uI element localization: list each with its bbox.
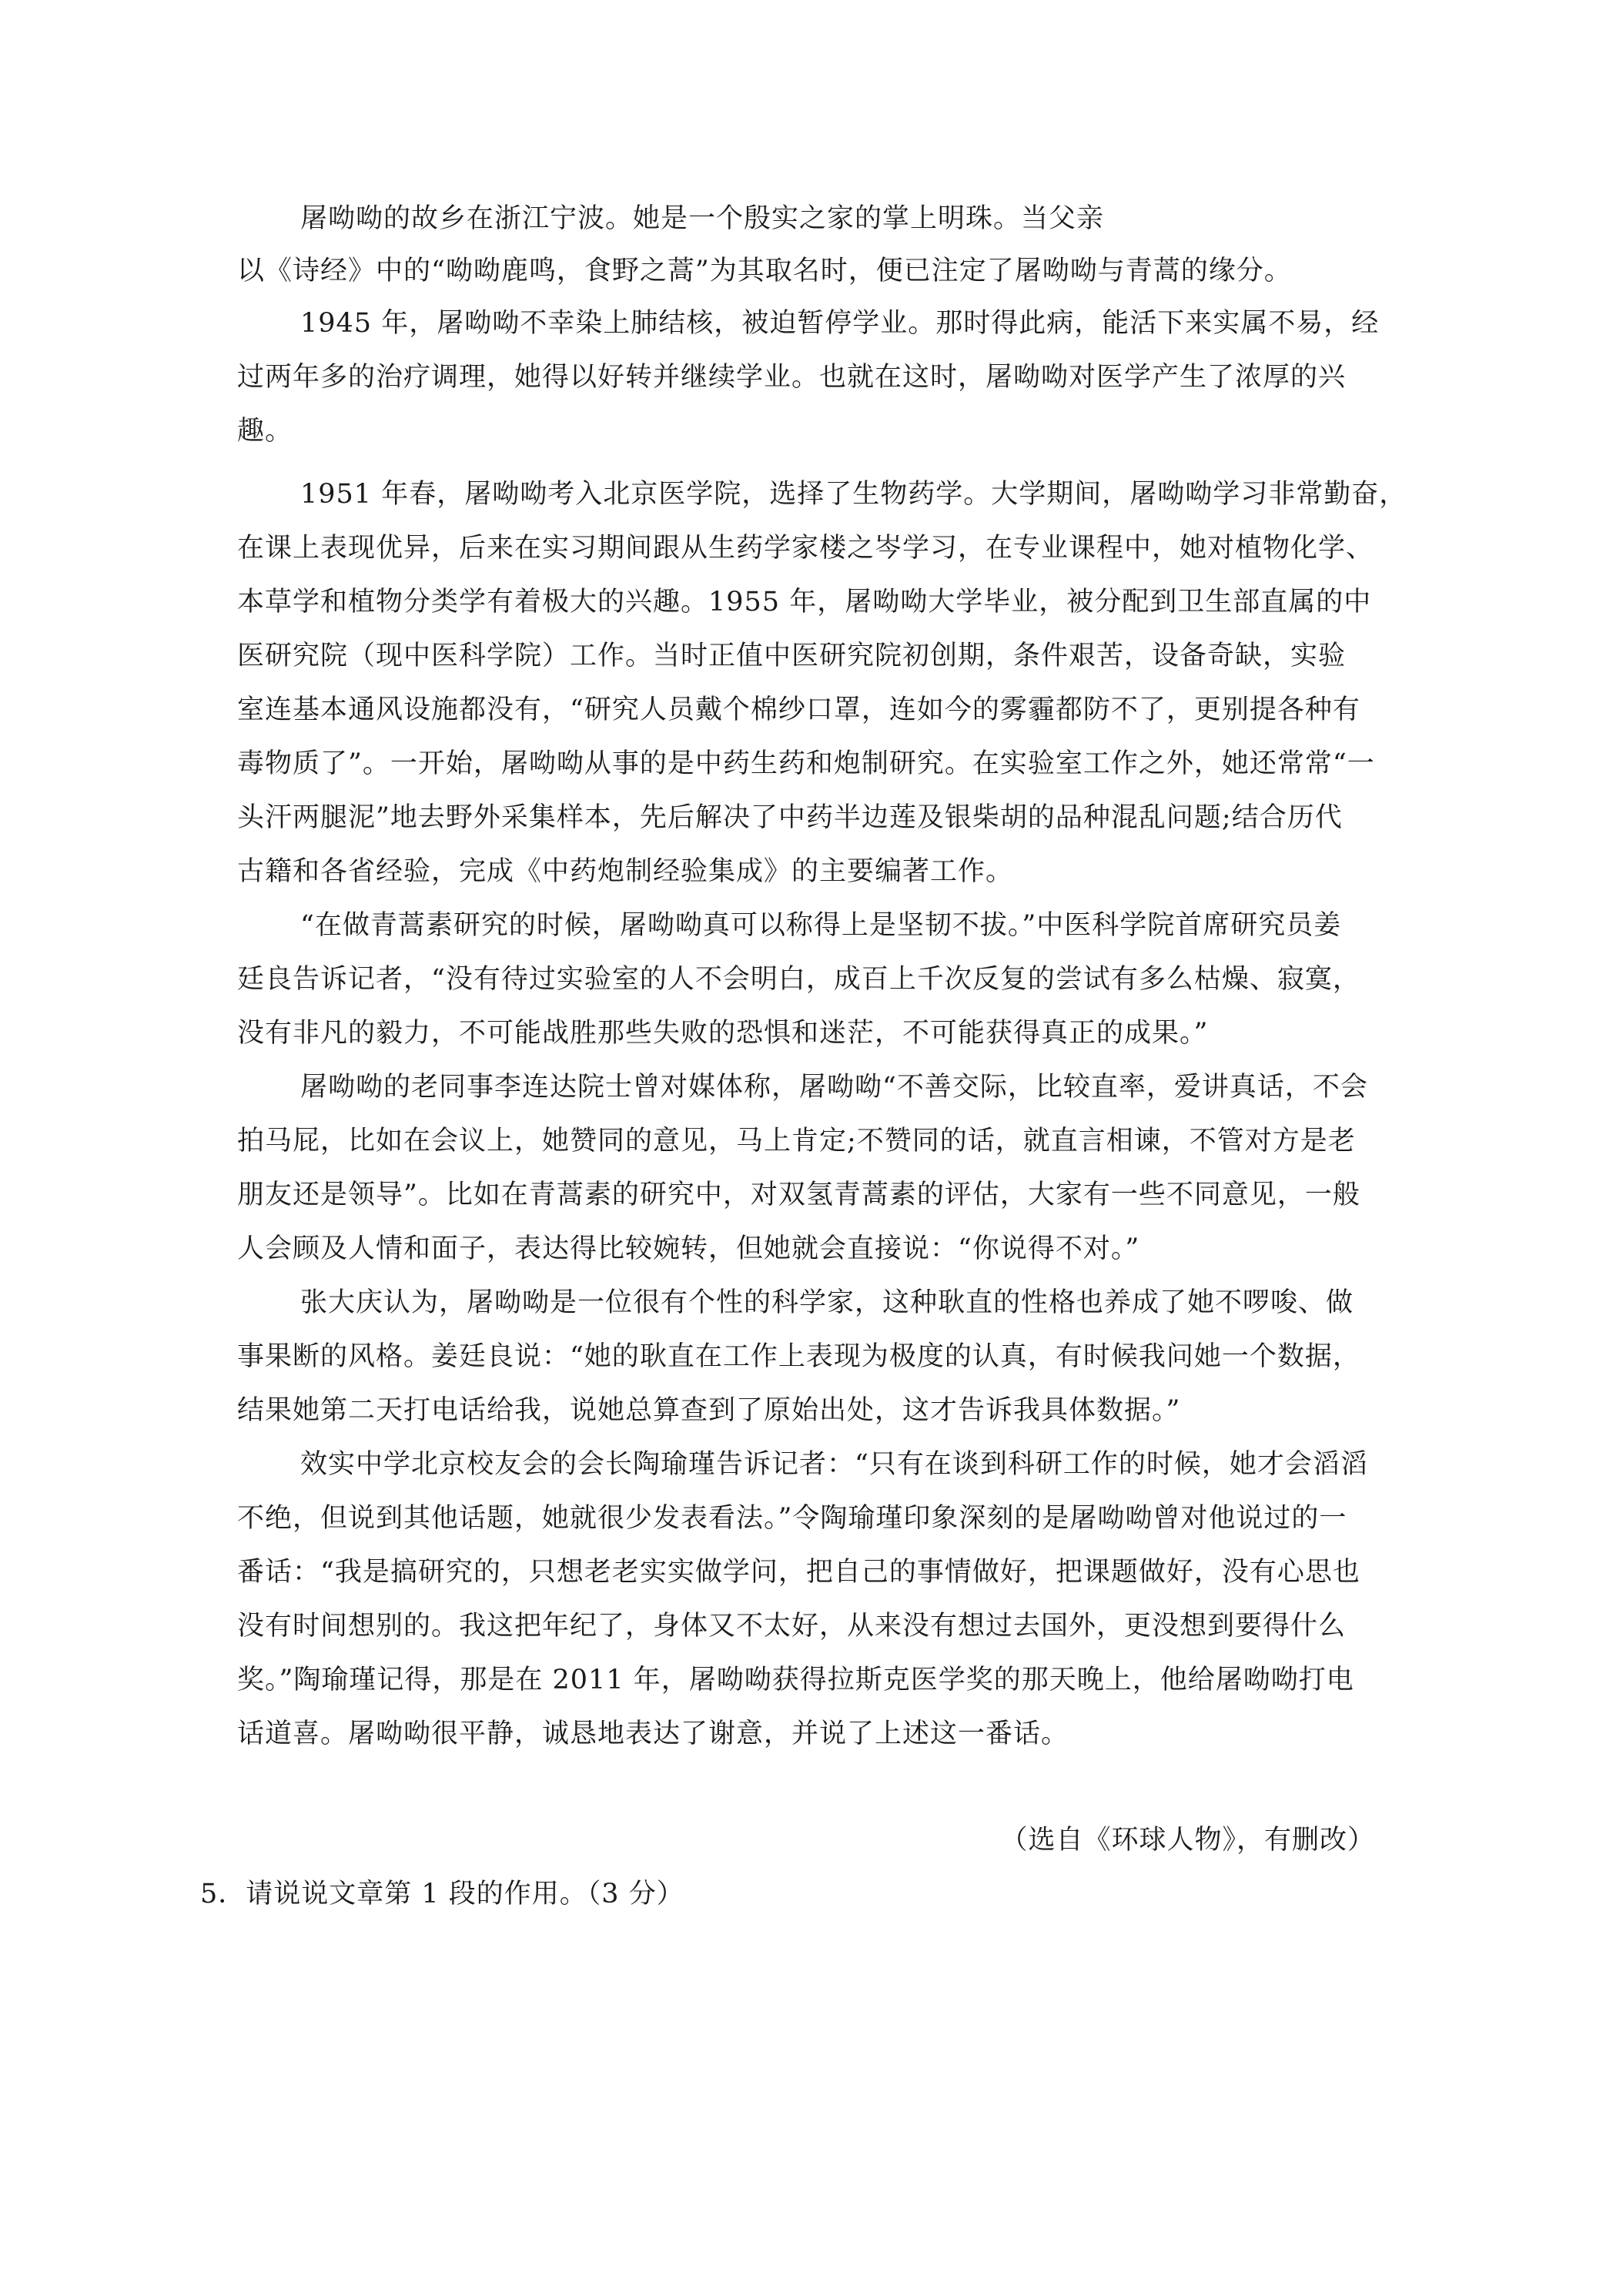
paragraph-3-line-7: 头汗两腿泥”地去野外采集样本，先后解决了中药半边莲及银柴胡的品种混乱问题;结合历代 [237,802,1343,833]
paragraph-3-line-2: 在课上表现优异，后来在实习期间跟从生药学家楼之岑学习，在专业课程中，她对植物化学、 [237,533,1374,564]
paragraph-4-line-1: “在做青蒿素研究的时候，屠呦呦真可以称得上是坚韧不拔。”中医科学院首席研究员姜 [300,910,1342,941]
paragraph-3-line-3: 本草学和植物分类学有着极大的兴趣。1955 年，屠呦呦大学毕业，被分配到卫生部直属的中 [237,587,1372,618]
paragraph-2-line-1: 1945 年，屠呦呦不幸染上肺结核，被迫暂停学业。那时得此病，能活下来实属不易，经 [300,308,1380,339]
paragraph-4-line-2: 廷良告诉记者，“没有待过实验室的人不会明白，成百上千次反复的尝试有多么枯燥、寂寞， [237,964,1360,995]
paragraph-5-line-4: 人会顾及人情和面子，表达得比较婉转，但她就会直接说：“你说得不对。” [237,1233,1140,1264]
paragraph-7-line-3: 番话：“我是搞研究的，只想老老实实做学问，把自己的事情做好，把课题做好，没有心思也 [237,1557,1360,1588]
paragraph-7-line-5: 奖。”陶瑜瑾记得，那是在 2011 年，屠呦呦获得拉斯克医学奖的那天晚上，他给屠呦呦打电 [237,1665,1354,1695]
paragraph-2-line-3: 趣。 [237,416,293,447]
question-5: 5．请说说文章第 1 段的作用。（3 分） [200,1879,684,1909]
paragraph-3-line-1: 1951 年春，屠呦呦考入北京医学院，选择了生物药学。大学期间，屠呦呦学习非常勤奋， [300,479,1407,510]
paragraph-6-line-2: 事果断的风格。姜廷良说：“她的耿直在工作上表现为极度的认真，有时候我问她一个数据， [237,1341,1360,1372]
paragraph-6-line-3: 结果她第二天打电话给我，说她总算查到了原始出处，这才告诉我具体数据。” [237,1395,1181,1426]
article-source: （选自《环球人物》，有删改） [1000,1825,1375,1856]
paragraph-1-line-1: 屠呦呦的故乡在浙江宁波。她是一个殷实之家的掌上明珠。当父亲 [300,203,1105,234]
paragraph-7-line-4: 没有时间想别的。我这把年纪了，身体又不太好，从来没有想过去国外，更没想到要得什么 [237,1611,1347,1642]
paragraph-2-line-2: 过两年多的治疗调理，她得以好转并继续学业。也就在这时，屠呦呦对医学产生了浓厚的兴 [237,362,1347,393]
paragraph-4-line-3: 没有非凡的毅力，不可能战胜那些失败的恐惧和迷茫，不可能获得真正的成果。” [237,1018,1209,1049]
paragraph-6-line-1: 张大庆认为，屠呦呦是一位很有个性的科学家，这种耿直的性格也养成了她不啰唆、做 [300,1287,1354,1318]
paragraph-3-line-8: 古籍和各省经验，完成《中药炮制经验集成》的主要编著工作。 [237,856,1014,887]
paragraph-3-line-6: 毒物质了”。一开始，屠呦呦从事的是中药生药和炮制研究。在实验室工作之外，她还常常“一 [237,748,1375,779]
paragraph-5-line-3: 朋友还是领导”。比如在青蒿素的研究中，对双氢青蒿素的评估，大家有一些不同意见，一般 [237,1180,1360,1210]
paragraph-3-line-4: 医研究院（现中医科学院）工作。当时正值中医研究院初创期，条件艰苦，设备奇缺，实验 [237,641,1347,671]
paragraph-1-line-2: 以《诗经》中的“呦呦鹿鸣，食野之蒿”为其取名时，便已注定了屠呦呦与青蒿的缘分。 [237,256,1292,286]
paragraph-7-line-1: 效实中学北京校友会的会长陶瑜瑾告诉记者：“只有在谈到科研工作的时候，她才会滔滔 [300,1449,1368,1480]
paragraph-7-line-2: 不绝，但说到其他话题，她就很少发表看法。”令陶瑜瑾印象深刻的是屠呦呦曾对他说过的一 [237,1503,1347,1534]
paragraph-5-line-2: 拍马屁，比如在会议上，她赞同的意见，马上肯定;不赞同的话，就直言相谏，不管对方是老 [237,1126,1356,1156]
paragraph-5-line-1: 屠呦呦的老同事李连达院士曾对媒体称，屠呦呦“不善交际，比较直率，爱讲真话，不会 [300,1072,1368,1103]
paragraph-7-line-6: 话道喜。屠呦呦很平静，诚恳地表达了谢意，并说了上述这一番话。 [237,1719,1069,1749]
paragraph-3-line-5: 室连基本通风设施都没有，“研究人员戴个棉纱口罩，连如今的雾霾都防不了，更别提各种有 [237,694,1360,725]
